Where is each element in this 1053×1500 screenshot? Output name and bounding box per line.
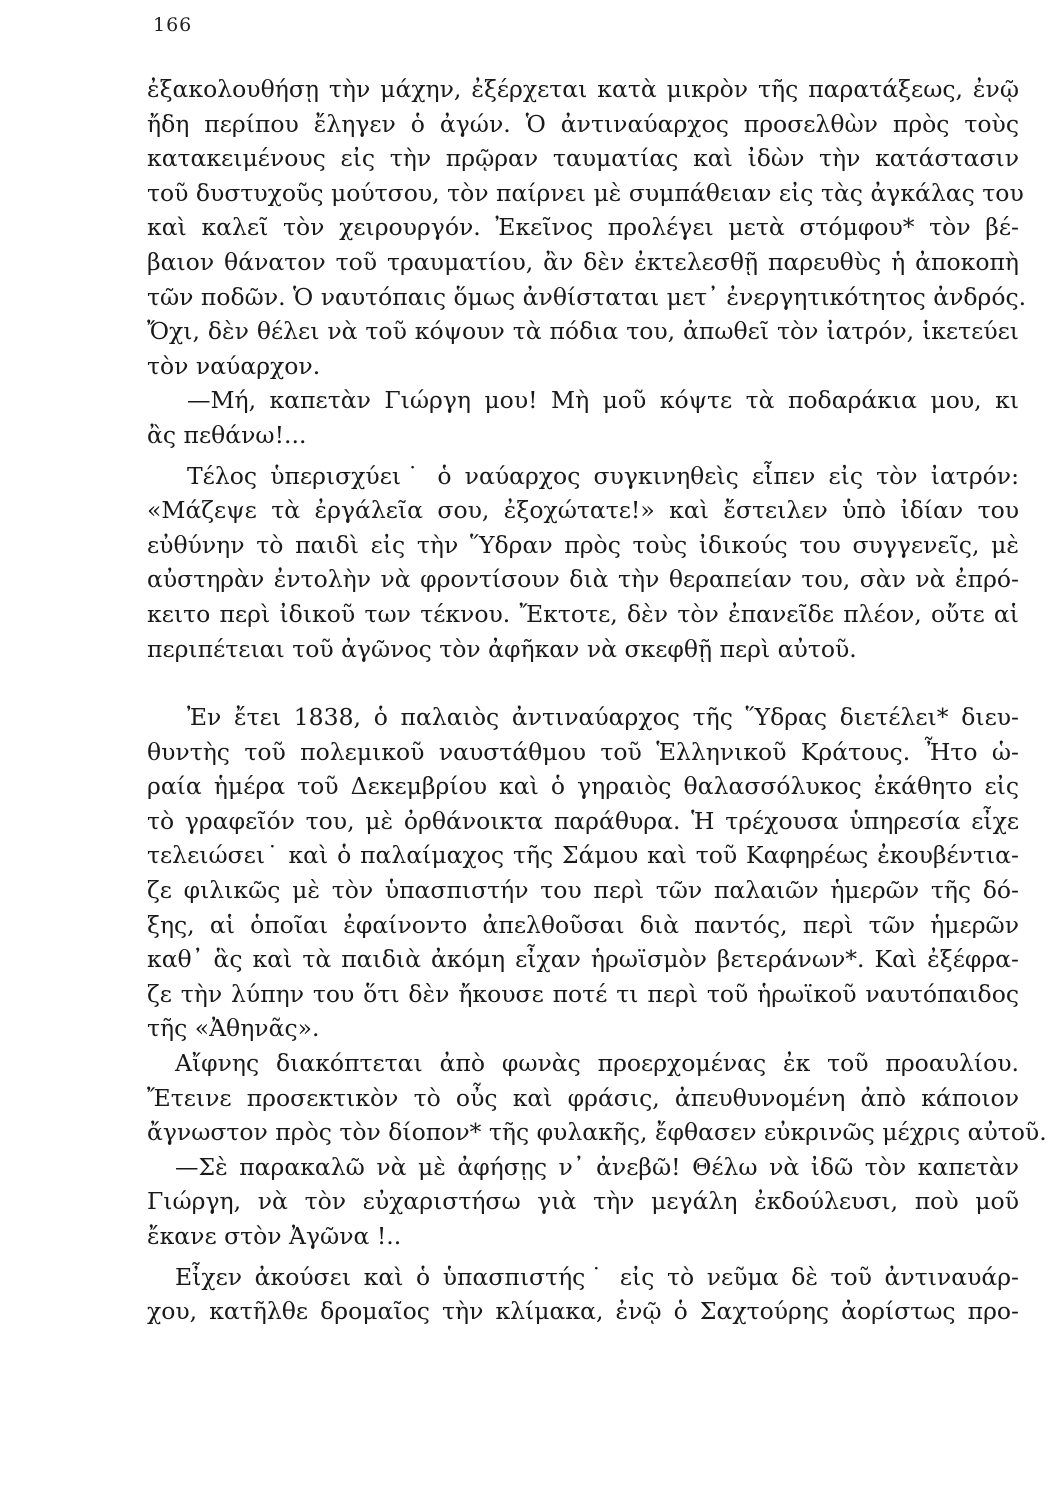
- paragraph: [147, 700, 1019, 1046]
- text-line: ἤδη περίπου ἔληγεν ὁ ἀγών. Ὁ ἀντιναύαρχος προσελθὼν πρὸς τοὺς: [147, 109, 1019, 138]
- text-line: Τέλος ὑπερισχύει˙ ὁ ναύαρχος συγκινηθεὶς εἶπεν εἰς τὸν ἰατρόν:: [187, 461, 1019, 490]
- text-line: κειτο περὶ ἰδικοῦ των τέκνου. Ἔκτοτε, δὲν τὸν ἐπανεῖδε πλέον, οὔτε αἱ: [147, 599, 1019, 628]
- text-line: αὐστηρὰν ἐντολὴν νὰ φροντίσουν διὰ τὴν θεραπείαν του, σὰν νὰ ἐπρό-: [147, 565, 1019, 594]
- text-line: ἐξακολουθήσῃ τὴν μάχην, ἐξέρχεται κατὰ μικρὸν τῆς παρατάξεως, ἐνῷ: [147, 75, 1019, 103]
- text-line: καθ᾽ ἃς καὶ τὰ παιδιὰ ἀκόμη εἶχαν ἡρωϊσμὸν βετεράνων*. Καὶ ἐξέφρα-: [147, 945, 1019, 974]
- text-line: τὸν ναύαρχον.: [147, 351, 321, 380]
- paragraph: [147, 1046, 1047, 1150]
- page-number: 166: [153, 14, 193, 36]
- text-line: ἄγνωστον πρὸς τὸν δίοπον* τῆς φυλακῆς, ἔφθασεν εὐκρινῶς μέχρις αὐτοῦ.: [147, 1118, 1047, 1147]
- text-line: ξης, αἱ ὁποῖαι ἐφαίνοντο ἀπελθοῦσαι διὰ παντός, περὶ τῶν ἡμερῶν: [147, 910, 1019, 939]
- text-line: Εἶχεν ἀκούσει καὶ ὁ ὑπασπιστής˙ εἰς τὸ νεῦμα δὲ τοῦ ἀντιναυάρ-: [175, 1262, 1019, 1291]
- text-line: —Σὲ παρακαλῶ νὰ μὲ ἀφήσῃς ν᾽ ἀνεβῶ! Θέλω νὰ ἰδῶ τὸν καπετὰν: [175, 1152, 1019, 1181]
- text-line: ζε τὴν λύπην του ὅτι δὲν ἤκουσε ποτέ τι περὶ τοῦ ἡρωϊκοῦ ναυτόπαιδος: [147, 979, 1019, 1008]
- section-spacer: [147, 666, 1019, 700]
- text-line: Ὄχι, δὲν θέλει νὰ τοῦ κόψουν τὰ πόδια του, ἀπωθεῖ τὸν ἰατρόν, ἱκετεύει: [147, 317, 1019, 346]
- text-line: ἔκανε στὸν Ἀγῶνα !..: [147, 1222, 402, 1250]
- text-line: —Μή, καπετὰν Γιώργη μου! Μὴ μοῦ κόψτε τὰ ποδαράκια μου, κι: [187, 386, 1019, 415]
- text-line: τῶν ποδῶν. Ὁ ναυτόπαις ὅμως ἀνθίσταται μετ᾽ ἐνεργητικότητος ἀνδρός.: [147, 282, 1027, 311]
- text-line: τῆς «Ἀθηνᾶς».: [147, 1014, 320, 1043]
- text-line: βαιον θάνατον τοῦ τραυματίου, ἂν δὲν ἐκτελεσθῇ παρευθὺς ἡ ἀποκοπὴ: [147, 247, 1019, 276]
- paragraph: [147, 459, 1019, 667]
- text-line: χου, κατῆλθε δρομαῖος τὴν κλίμακα, ἐνῷ ὁ Σαχτούρης ἀορίστως προ-: [147, 1297, 1019, 1326]
- text-line: κατακειμένους εἰς τὴν πρῷραν ταυματίας καὶ ἰδὼν τὴν κατάστασιν: [147, 144, 1019, 173]
- text-line: τοῦ δυστυχοῦς μούτσου, τὸν παίρνει μὲ συμπάθειαν εἰς τὰς ἀγκάλας του: [147, 178, 1024, 207]
- text-line: περιπέτειαι τοῦ ἀγῶνος τὸν ἀφῆκαν νὰ σκεφθῇ περὶ αὐτοῦ.: [147, 634, 857, 663]
- paragraph-continuation: [147, 72, 1027, 383]
- text-line: τελειώσει˙ καὶ ὁ παλαίμαχος τῆς Σάμου καὶ τοῦ Καφηρέως ἐκουβέντια-: [147, 841, 1019, 870]
- body-text: [147, 72, 1047, 1329]
- text-line: Γιώργη, νὰ τὸν εὐχαριστήσω γιὰ τὴν μεγάλη ἐκδούλευσι, ποὺ μοῦ: [147, 1187, 1019, 1216]
- paragraph: [147, 1260, 1019, 1329]
- text-line: Ἐν ἔτει 1838, ὁ παλαιὸς ἀντιναύαρχος τῆς Ὕδρας διετέλει* διευ-: [187, 703, 1019, 732]
- paragraph-dialogue: [147, 1150, 1019, 1254]
- text-line: Αἴφνης διακόπτεται ἀπὸ φωνὰς προερχομένας ἐκ τοῦ προαυλίου.: [175, 1049, 1019, 1078]
- text-line: ραία ἡμέρα τοῦ Δεκεμβρίου καὶ ὁ γηραιὸς θαλασσόλυκος ἐκάθητο εἰς: [147, 772, 1019, 801]
- text-line: εὐθύνην τὸ παιδὶ εἰς τὴν Ὕδραν πρὸς τοὺς ἰδικούς του συγγενεῖς, μὲ: [147, 530, 1019, 559]
- text-line: καὶ καλεῖ τὸν χειρουργόν. Ἐκεῖνος προλέγει μετὰ στόμφου* τὸν βέ-: [147, 213, 1019, 242]
- text-line: ἂς πεθάνω!...: [147, 420, 307, 449]
- text-line: θυντὴς τοῦ πολεμικοῦ ναυστάθμου τοῦ Ἑλληνικοῦ Κράτους. Ἦτο ὡ-: [147, 737, 1019, 766]
- text-line: Ἔτεινε προσεκτικὸν τὸ οὖς καὶ φράσις, ἀπευθυνομένη ἀπὸ κάποιον: [147, 1083, 1019, 1112]
- text-line: «Μάζεψε τὰ ἐργάλεῖα σου, ἐξοχώτατε!» καὶ ἔστειλεν ὑπὸ ἰδίαν του: [147, 496, 1019, 525]
- paragraph-dialogue: [147, 383, 1019, 452]
- text-line: τὸ γραφεῖόν του, μὲ ὀρθάνοικτα παράθυρα. Ἡ τρέχουσα ὑπηρεσία εἶχε: [147, 806, 1019, 835]
- text-line: ζε φιλικῶς μὲ τὸν ὑπασπιστήν του περὶ τῶν παλαιῶν ἡμερῶν τῆς δό-: [147, 876, 1019, 905]
